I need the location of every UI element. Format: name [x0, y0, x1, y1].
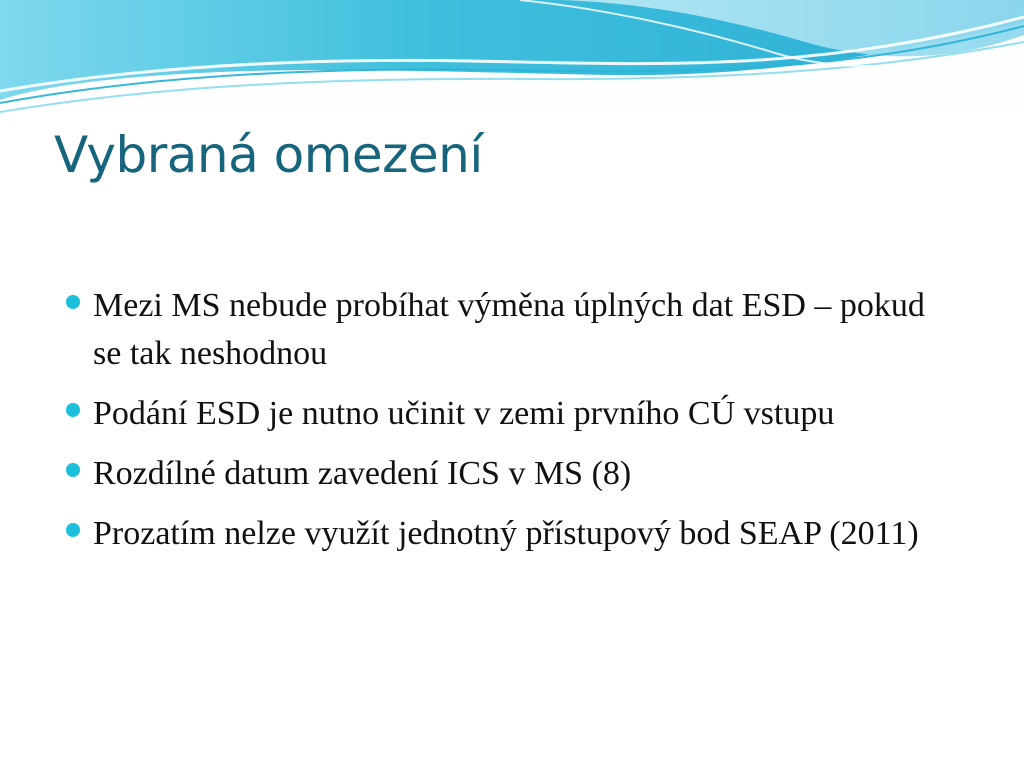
bullet-text: Podání ESD je nutno učinit v zemi prvního CÚ vstupu: [93, 395, 835, 432]
list-item: [64, 510, 944, 558]
list-item: [64, 390, 944, 438]
page-title: Vybraná omezení: [54, 126, 483, 184]
header-wave-icon: [0, 0, 1024, 130]
bullet-text: Mezi MS nebude probíhat výměna úplných dat ESD – pokud se tak neshodnou: [93, 287, 925, 372]
round-bullet-icon: [66, 403, 80, 417]
round-bullet-icon: [66, 295, 80, 309]
bullet-text: Prozatím nelze využít jednotný přístupový bod SEAP (2011): [93, 515, 919, 552]
list-item: [64, 282, 944, 378]
list-item: [64, 450, 944, 498]
bullet-list: [64, 282, 944, 570]
round-bullet-icon: [66, 463, 80, 477]
round-bullet-icon: [66, 523, 80, 537]
bullet-text: Rozdílné datum zavedení ICS v MS (8): [93, 455, 632, 492]
